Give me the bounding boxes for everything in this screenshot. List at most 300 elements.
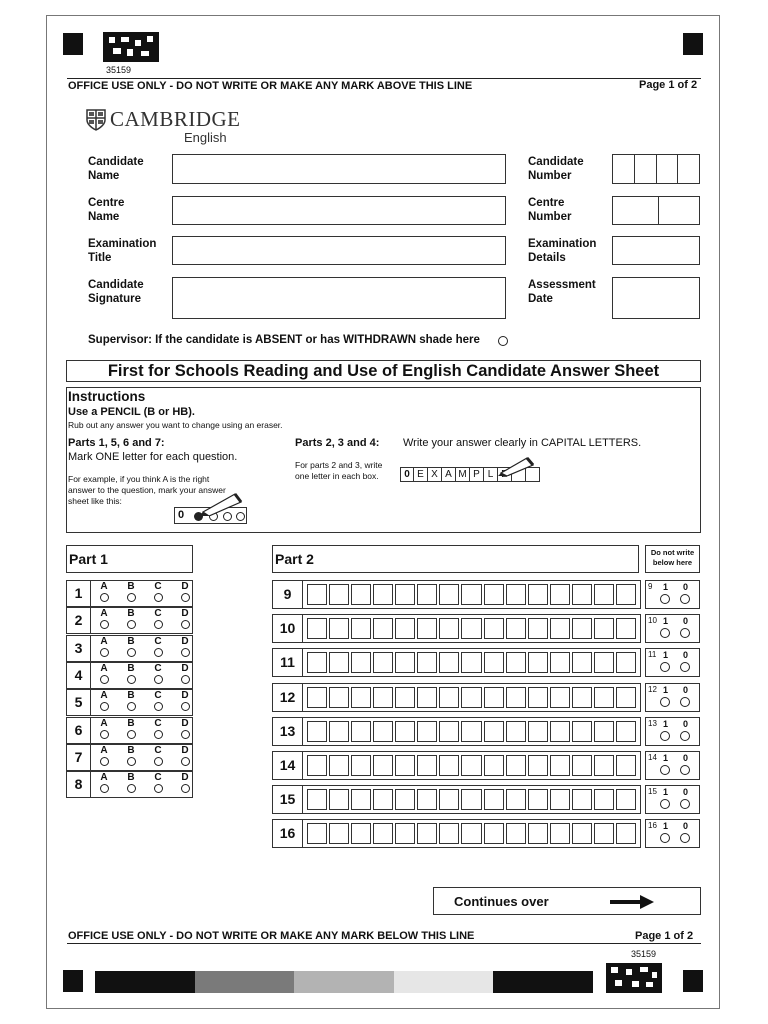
- answer-bubble[interactable]: [181, 675, 190, 684]
- answer-option[interactable]: [178, 773, 192, 793]
- mark-bubble-one[interactable]: [660, 731, 670, 741]
- letter-box[interactable]: [329, 721, 349, 742]
- answer-option[interactable]: [97, 746, 111, 766]
- letter-box[interactable]: [484, 823, 504, 844]
- option-letter: A: [100, 744, 108, 756]
- letter-box[interactable]: [395, 721, 415, 742]
- letter-box[interactable]: [307, 584, 327, 605]
- answer-option[interactable]: [124, 582, 138, 602]
- mark-bubble-one[interactable]: [660, 662, 670, 672]
- logo-name: CAMBRIDGE: [110, 107, 241, 131]
- letter-box[interactable]: [307, 755, 327, 776]
- letter-box[interactable]: [594, 618, 614, 639]
- letter-box[interactable]: [461, 721, 481, 742]
- letter-box[interactable]: [373, 755, 393, 776]
- candidate-number-label: Candidate Number: [528, 156, 584, 182]
- letter-box[interactable]: [572, 687, 592, 708]
- answer-option[interactable]: [178, 582, 192, 602]
- letter-box[interactable]: [307, 652, 327, 673]
- letter-box[interactable]: [484, 618, 504, 639]
- letter-box[interactable]: [550, 584, 570, 605]
- examiner-mark-box: [645, 751, 700, 780]
- answer-bubble[interactable]: [127, 620, 136, 629]
- option-letter: D: [181, 744, 189, 756]
- letter-box[interactable]: [594, 652, 614, 673]
- letter-box[interactable]: [461, 755, 481, 776]
- answer-option[interactable]: [97, 609, 111, 629]
- parts-a-text: Mark ONE letter for each question.: [68, 451, 238, 463]
- letter-box[interactable]: [329, 584, 349, 605]
- letter-box[interactable]: [616, 823, 636, 844]
- answer-bubble[interactable]: [154, 620, 163, 629]
- mark-bubble-zero[interactable]: [680, 628, 690, 638]
- candidate-number-field[interactable]: [612, 154, 700, 184]
- answer-bubble[interactable]: [154, 784, 163, 793]
- exam-title-field[interactable]: [172, 236, 506, 265]
- letter-box[interactable]: [506, 687, 526, 708]
- letter-box[interactable]: [461, 789, 481, 810]
- answer-bubble[interactable]: [181, 784, 190, 793]
- letter-box[interactable]: [484, 721, 504, 742]
- letter-box[interactable]: [351, 823, 371, 844]
- mark-question-number: 13: [648, 718, 657, 728]
- answer-bubble[interactable]: [100, 593, 109, 602]
- letter-box[interactable]: [616, 789, 636, 810]
- answer-option[interactable]: [124, 637, 138, 657]
- answer-option[interactable]: [97, 691, 111, 711]
- letter-box[interactable]: [439, 789, 459, 810]
- mark-bubble-one[interactable]: [660, 628, 670, 638]
- answer-bubble[interactable]: [181, 757, 190, 766]
- logo-sub: English: [184, 130, 227, 145]
- answer-bubble[interactable]: [154, 675, 163, 684]
- part2-question-row: [272, 648, 641, 677]
- letter-box[interactable]: [572, 652, 592, 673]
- letter-box[interactable]: [439, 823, 459, 844]
- mark-label-zero: 0: [683, 650, 689, 661]
- mark-label-zero: 0: [683, 718, 689, 729]
- letter-box[interactable]: [594, 687, 614, 708]
- answer-bubble[interactable]: [127, 593, 136, 602]
- answer-option[interactable]: [124, 691, 138, 711]
- letter-box[interactable]: [506, 584, 526, 605]
- letter-box[interactable]: [395, 584, 415, 605]
- option-letter: A: [100, 662, 108, 674]
- answer-option[interactable]: [151, 691, 165, 711]
- part2-question-row: [272, 683, 641, 712]
- mark-bubble-zero[interactable]: [680, 833, 690, 843]
- option-letter: D: [181, 662, 189, 674]
- answer-bubble[interactable]: [154, 702, 163, 711]
- answer-option[interactable]: [151, 664, 165, 684]
- letter-box[interactable]: [528, 755, 548, 776]
- mark-bubble-one[interactable]: [660, 833, 670, 843]
- letter-box[interactable]: [395, 652, 415, 673]
- option-letter: B: [127, 772, 135, 784]
- mark-question-number: 10: [648, 616, 657, 626]
- answer-option[interactable]: [178, 719, 192, 739]
- letter-box[interactable]: [461, 652, 481, 673]
- letter-box[interactable]: [572, 584, 592, 605]
- answer-bubble[interactable]: [127, 648, 136, 657]
- answer-option[interactable]: [97, 773, 111, 793]
- answer-bubble[interactable]: [154, 757, 163, 766]
- mark-bubble-one[interactable]: [660, 799, 670, 809]
- continues-over-box: [433, 887, 701, 915]
- letter-box[interactable]: [528, 584, 548, 605]
- letter-box[interactable]: [550, 789, 570, 810]
- letter-box[interactable]: [329, 755, 349, 776]
- answer-option[interactable]: [97, 582, 111, 602]
- answer-bubble[interactable]: [100, 675, 109, 684]
- letter-box[interactable]: [439, 687, 459, 708]
- mark-label-one: 1: [663, 821, 669, 832]
- letter-box[interactable]: [351, 789, 371, 810]
- office-use-bottom: OFFICE USE ONLY - DO NOT WRITE OR MAKE ANY MARK BELOW THIS LINE: [68, 930, 475, 942]
- letter-box[interactable]: [417, 687, 437, 708]
- answer-bubble[interactable]: [154, 730, 163, 739]
- letter-box[interactable]: [329, 789, 349, 810]
- timing-mark-bottom-right: [683, 970, 703, 992]
- answer-bubble[interactable]: [100, 757, 109, 766]
- pencil-icon: [497, 454, 537, 476]
- letter-box[interactable]: [395, 823, 415, 844]
- letter-box[interactable]: [307, 721, 327, 742]
- answer-bubble[interactable]: [127, 675, 136, 684]
- mark-bubble-zero[interactable]: [680, 731, 690, 741]
- letter-box[interactable]: [417, 789, 437, 810]
- letter-box[interactable]: [572, 823, 592, 844]
- letter-box[interactable]: [461, 823, 481, 844]
- letter-box[interactable]: [395, 618, 415, 639]
- answer-bubble[interactable]: [181, 620, 190, 629]
- question-number: 4: [67, 663, 91, 688]
- part1-question-row: [66, 717, 193, 744]
- mark-label-one: 1: [663, 650, 669, 661]
- letter-box[interactable]: [307, 789, 327, 810]
- candidate-signature-field[interactable]: [172, 277, 506, 319]
- mark-question-number: 9: [648, 582, 653, 591]
- sheet-code-top: 35159: [106, 65, 132, 75]
- answer-option[interactable]: [151, 609, 165, 629]
- letter-box[interactable]: [484, 584, 504, 605]
- option-letter: C: [154, 717, 162, 729]
- letter-box[interactable]: [351, 618, 371, 639]
- answer-bubble[interactable]: [127, 757, 136, 766]
- letter-box[interactable]: [373, 687, 393, 708]
- parts-a-heading: Parts 1, 5, 6 and 7:: [68, 437, 165, 449]
- answer-option[interactable]: [178, 691, 192, 711]
- letter-boxes: [307, 823, 636, 844]
- pencil-instruction: Use a PENCIL (B or HB).: [68, 406, 195, 418]
- question-number: 2: [67, 608, 91, 633]
- letter-box[interactable]: [528, 687, 548, 708]
- letter-box[interactable]: [550, 721, 570, 742]
- answer-bubble[interactable]: [127, 730, 136, 739]
- letter-box[interactable]: [506, 618, 526, 639]
- continues-over-label: Continues over: [454, 894, 549, 909]
- examiner-mark-box: [645, 683, 700, 712]
- letter-box[interactable]: [373, 789, 393, 810]
- letter-box[interactable]: [616, 618, 636, 639]
- option-letter: B: [127, 690, 135, 702]
- letter-box[interactable]: [506, 721, 526, 742]
- letter-box[interactable]: [395, 789, 415, 810]
- answer-bubble[interactable]: [181, 730, 190, 739]
- letter-box[interactable]: [439, 618, 459, 639]
- answer-option[interactable]: [151, 719, 165, 739]
- part1-question-row: [66, 607, 193, 634]
- centre-number-field[interactable]: [612, 196, 700, 225]
- letter-box[interactable]: [528, 618, 548, 639]
- letter-box[interactable]: [550, 652, 570, 673]
- letter-box[interactable]: [506, 755, 526, 776]
- answer-option[interactable]: [124, 746, 138, 766]
- example-letter: M: [456, 467, 470, 482]
- arrow-right-icon: [610, 894, 654, 910]
- answer-bubble[interactable]: [154, 648, 163, 657]
- mark-bubble-one[interactable]: [660, 697, 670, 707]
- letter-box[interactable]: [616, 584, 636, 605]
- option-letter: A: [100, 581, 108, 592]
- letter-boxes: [307, 652, 636, 673]
- mark-bubble-zero[interactable]: [680, 765, 690, 775]
- example-number: 0: [178, 509, 185, 521]
- question-number: 15: [273, 786, 303, 813]
- letter-box[interactable]: [329, 687, 349, 708]
- letter-box[interactable]: [329, 652, 349, 673]
- option-letter: D: [181, 717, 189, 729]
- answer-option[interactable]: [97, 664, 111, 684]
- letter-box[interactable]: [417, 755, 437, 776]
- part2-question-row: [272, 751, 641, 780]
- answer-option[interactable]: [178, 609, 192, 629]
- answer-option[interactable]: [124, 719, 138, 739]
- letter-box[interactable]: [461, 584, 481, 605]
- letter-box[interactable]: [439, 652, 459, 673]
- letter-box[interactable]: [329, 618, 349, 639]
- letter-box[interactable]: [550, 755, 570, 776]
- option-letter: A: [100, 608, 108, 620]
- letter-box[interactable]: [351, 721, 371, 742]
- answer-bubble[interactable]: [100, 702, 109, 711]
- answer-option[interactable]: [151, 773, 165, 793]
- letter-box[interactable]: [550, 618, 570, 639]
- option-letter: A: [100, 635, 108, 647]
- bottom-rule: [67, 943, 701, 944]
- answer-option[interactable]: [151, 582, 165, 602]
- letter-box[interactable]: [550, 687, 570, 708]
- letter-box[interactable]: [417, 721, 437, 742]
- parts-b-heading: Parts 2, 3 and 4:: [295, 437, 380, 449]
- answer-bubble[interactable]: [181, 593, 190, 602]
- letter-box[interactable]: [616, 652, 636, 673]
- question-number: 11: [273, 649, 303, 676]
- answer-option[interactable]: [178, 746, 192, 766]
- letter-box[interactable]: [484, 652, 504, 673]
- letter-box[interactable]: [307, 618, 327, 639]
- mark-bubble-one[interactable]: [660, 594, 670, 604]
- letter-box[interactable]: [616, 755, 636, 776]
- example-letter: E: [414, 467, 428, 482]
- part1-question-row: [66, 635, 193, 662]
- answer-bubble[interactable]: [100, 648, 109, 657]
- top-rule: [67, 78, 701, 79]
- mark-bubble-zero[interactable]: [680, 594, 690, 604]
- option-letter: A: [100, 772, 108, 784]
- letter-box[interactable]: [484, 755, 504, 776]
- answer-option[interactable]: [124, 664, 138, 684]
- letter-box[interactable]: [373, 584, 393, 605]
- letter-box[interactable]: [461, 618, 481, 639]
- question-number: 14: [273, 752, 303, 779]
- letter-box[interactable]: [439, 584, 459, 605]
- letter-box[interactable]: [594, 755, 614, 776]
- mark-bubble-zero[interactable]: [680, 697, 690, 707]
- assessment-date-field[interactable]: [612, 277, 700, 319]
- page-number-top: Page 1 of 2: [639, 79, 698, 91]
- letter-box[interactable]: [616, 687, 636, 708]
- exam-details-field[interactable]: [612, 236, 700, 265]
- letter-box[interactable]: [351, 687, 371, 708]
- option-letter: D: [181, 608, 189, 620]
- letter-box[interactable]: [528, 652, 548, 673]
- answer-option[interactable]: [97, 637, 111, 657]
- example-letter: P: [470, 467, 484, 482]
- part2-question-row: [272, 580, 641, 609]
- option-letter: B: [127, 635, 135, 647]
- rubout-instruction: Rub out any answer you want to change using an eraser.: [68, 420, 283, 430]
- mark-question-number: 14: [648, 753, 657, 762]
- letter-box[interactable]: [329, 823, 349, 844]
- centre-name-label: Centre Name: [88, 197, 125, 223]
- option-letter: B: [127, 744, 135, 756]
- letter-box[interactable]: [395, 755, 415, 776]
- answer-bubble[interactable]: [127, 702, 136, 711]
- part1-question-row: [66, 689, 193, 716]
- sheet-title: First for Schools Reading and Use of English Candidate Answer Sheet: [66, 360, 701, 382]
- exam-title-label: Examination Title: [88, 238, 157, 264]
- letter-box[interactable]: [417, 823, 437, 844]
- letter-box[interactable]: [439, 755, 459, 776]
- answer-option[interactable]: [124, 609, 138, 629]
- mark-question-number: 15: [648, 787, 657, 797]
- letter-box[interactable]: [307, 823, 327, 844]
- question-number: 16: [273, 820, 303, 847]
- candidate-name-label: Candidate Name: [88, 156, 144, 182]
- letter-box[interactable]: [373, 652, 393, 673]
- letter-box[interactable]: [594, 789, 614, 810]
- letter-box[interactable]: [594, 584, 614, 605]
- option-letter: C: [154, 608, 162, 620]
- answer-bubble[interactable]: [127, 784, 136, 793]
- mark-bubble-zero[interactable]: [680, 662, 690, 672]
- letter-box[interactable]: [506, 823, 526, 844]
- letter-box[interactable]: [395, 687, 415, 708]
- letter-box[interactable]: [373, 618, 393, 639]
- page-number-bottom: Page 1 of 2: [635, 930, 694, 942]
- answer-bubble[interactable]: [181, 648, 190, 657]
- mark-question-number: 12: [648, 684, 657, 694]
- letter-box[interactable]: [351, 652, 371, 673]
- letter-box[interactable]: [594, 823, 614, 844]
- letter-box[interactable]: [594, 721, 614, 742]
- answer-bubble[interactable]: [181, 702, 190, 711]
- option-letter: C: [154, 772, 162, 784]
- letter-box[interactable]: [572, 755, 592, 776]
- answer-bubble[interactable]: [100, 620, 109, 629]
- answer-bubble[interactable]: [100, 730, 109, 739]
- letter-box[interactable]: [417, 652, 437, 673]
- part2-question-row: [272, 614, 641, 643]
- mark-label-one: 1: [663, 718, 669, 729]
- letter-box[interactable]: [550, 823, 570, 844]
- letter-box[interactable]: [506, 652, 526, 673]
- answer-bubble[interactable]: [154, 593, 163, 602]
- letter-box[interactable]: [572, 789, 592, 810]
- mark-bubble-one[interactable]: [660, 765, 670, 775]
- answer-option[interactable]: [124, 773, 138, 793]
- letter-box[interactable]: [484, 687, 504, 708]
- mark-label-zero: 0: [683, 582, 689, 592]
- candidate-name-field[interactable]: [172, 154, 506, 184]
- centre-name-field[interactable]: [172, 196, 506, 225]
- mark-label-zero: 0: [683, 787, 689, 798]
- grey-scale-bar: [95, 971, 593, 993]
- answer-option[interactable]: [151, 637, 165, 657]
- question-number: 12: [273, 684, 303, 711]
- letter-box[interactable]: [373, 823, 393, 844]
- examiner-mark-box: [645, 819, 700, 848]
- letter-box[interactable]: [572, 721, 592, 742]
- answer-option[interactable]: [151, 746, 165, 766]
- mark-bubble-zero[interactable]: [680, 799, 690, 809]
- instructions-panel: [66, 387, 701, 533]
- letter-box[interactable]: [461, 687, 481, 708]
- letter-box[interactable]: [528, 823, 548, 844]
- supervisor-note: Supervisor: If the candidate is ABSENT or has WITHDRAWN shade here: [88, 334, 480, 346]
- mark-label-one: 1: [663, 684, 669, 695]
- option-letter: B: [127, 581, 135, 592]
- letter-box[interactable]: [351, 584, 371, 605]
- letter-box[interactable]: [506, 789, 526, 810]
- letter-box[interactable]: [528, 721, 548, 742]
- question-number: 1: [67, 581, 91, 606]
- absent-shade-circle[interactable]: [498, 336, 508, 346]
- letter-box[interactable]: [528, 789, 548, 810]
- letter-box[interactable]: [417, 618, 437, 639]
- option-letter: B: [127, 662, 135, 674]
- letter-box[interactable]: [616, 721, 636, 742]
- question-number: 9: [273, 581, 303, 608]
- answer-option[interactable]: [178, 637, 192, 657]
- answer-bubble[interactable]: [100, 784, 109, 793]
- letter-box[interactable]: [351, 755, 371, 776]
- part1-label: Part 1: [66, 545, 193, 573]
- parts-a-example: For example, if you think A is the right answer to the question, mark your answer sheet like this:: [68, 474, 226, 506]
- examiner-mark-box: [645, 580, 700, 609]
- letter-box[interactable]: [307, 687, 327, 708]
- letter-box[interactable]: [439, 721, 459, 742]
- option-letter: A: [100, 690, 108, 702]
- letter-box[interactable]: [373, 721, 393, 742]
- letter-box[interactable]: [572, 618, 592, 639]
- letter-box[interactable]: [417, 584, 437, 605]
- examiner-mark-box: [645, 614, 700, 643]
- answer-option[interactable]: [97, 719, 111, 739]
- answer-option[interactable]: [178, 664, 192, 684]
- letter-box[interactable]: [484, 789, 504, 810]
